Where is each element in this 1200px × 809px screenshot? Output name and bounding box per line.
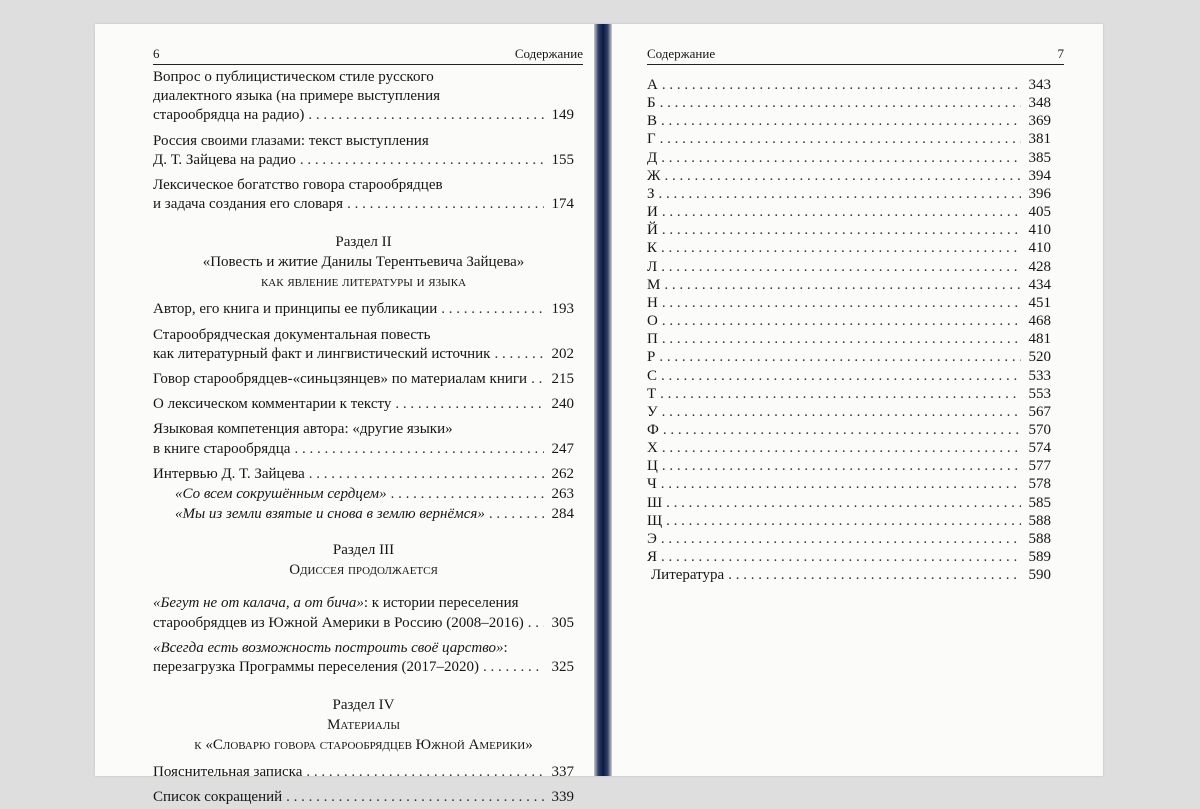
running-head-title: Содержание (647, 46, 716, 61)
entry-page: 468 (1028, 313, 1051, 330)
entry-page: 394 (1028, 167, 1051, 184)
letter-text: Ж (647, 167, 661, 184)
entry-text: Языковая компетенция автора: «другие языки» (153, 421, 453, 438)
toc-subentry[interactable] (153, 505, 574, 524)
toc-letter-entry[interactable] (647, 367, 1051, 386)
entry-page: 577 (1028, 458, 1051, 475)
entry-page: 578 (1028, 476, 1051, 493)
entry-page: 589 (1028, 549, 1051, 566)
leader-dots (661, 239, 1021, 258)
toc-letter-entry[interactable] (647, 475, 1051, 494)
entry-page: 202 (551, 345, 574, 362)
section-label: Раздел IV (332, 697, 395, 714)
entry-page: 284 (551, 506, 574, 523)
toc-entry[interactable] (153, 370, 574, 389)
letter-text: В (647, 113, 658, 130)
entry-page: 305 (551, 614, 574, 631)
entry-page: 155 (551, 151, 574, 168)
leader-dots (662, 221, 1021, 240)
leader-dots (661, 149, 1021, 168)
leader-dots (300, 151, 544, 170)
leader-dots (294, 440, 544, 459)
toc-letter-entry[interactable] (647, 548, 1051, 567)
toc-entry[interactable] (153, 132, 574, 170)
letter-text: Л (647, 258, 658, 275)
letter-text: Г (647, 131, 656, 148)
toc-entry[interactable] (153, 639, 574, 677)
letter-text: Ф (647, 421, 659, 438)
leader-dots (662, 457, 1021, 476)
toc-letter-entry[interactable] (647, 239, 1051, 258)
entry-text: Вопрос о публицистическом стиле русского (153, 69, 434, 85)
entry-text: в книге старообрядца (153, 440, 291, 457)
section-heading (153, 232, 574, 292)
page-number: 7 (1057, 46, 1064, 61)
letter-text: С (647, 367, 658, 384)
letter-text: Й (647, 222, 658, 239)
toc-letter-entry[interactable] (647, 94, 1051, 113)
right-running-head (647, 46, 1064, 65)
page-number: 6 (153, 46, 160, 61)
letter-text: Х (647, 440, 658, 457)
entry-page: 381 (1028, 131, 1051, 148)
left-page (95, 24, 594, 806)
entry-text: Лексическое богатство говора старообрядцев (153, 177, 443, 194)
section-title: Материалы (327, 717, 400, 734)
letter-text: П (647, 331, 658, 348)
letter-text: Щ (647, 512, 663, 529)
toc-entry[interactable] (153, 326, 574, 364)
leader-dots (308, 106, 544, 125)
entry-page: 567 (1028, 403, 1051, 420)
toc-letter-entry[interactable] (647, 494, 1051, 513)
toc-letter-entry[interactable] (647, 149, 1051, 168)
entry-page: 215 (551, 371, 574, 388)
leader-dots (661, 475, 1021, 494)
entry-page: 337 (551, 764, 574, 781)
entry-page: 193 (551, 301, 574, 318)
letter-text: К (647, 240, 658, 257)
leader-dots (391, 485, 544, 504)
leader-dots (662, 312, 1021, 331)
entry-text: старообрядцев из Южной Америки в Россию (2008–2016) (153, 614, 524, 631)
toc-letter-entry[interactable] (647, 385, 1051, 404)
toc-entry[interactable] (153, 176, 574, 214)
entry-text: «Мы из земли взятые и снова в землю вернёмся» (175, 506, 485, 523)
leader-dots (661, 548, 1021, 567)
toc-entry[interactable] (153, 300, 574, 319)
entry-page: 385 (1028, 149, 1051, 166)
leader-dots (662, 76, 1021, 95)
toc-entry[interactable] (153, 465, 574, 484)
left-running-head (153, 46, 583, 65)
entry-text: Интервью Д. Т. Зайцева (153, 465, 305, 482)
toc-letter-entry[interactable] (647, 185, 1051, 204)
entry-text: : (503, 639, 508, 656)
entry-page: 520 (1028, 349, 1051, 366)
entry-text: Пояснительная записка (153, 764, 303, 781)
entry-page: 533 (1028, 367, 1051, 384)
leader-dots (666, 494, 1021, 513)
entry-page: 396 (1028, 185, 1051, 202)
toc-letter-entry[interactable] (647, 439, 1051, 458)
entry-text: «Со всем сокрушённым сердцем» (175, 486, 387, 503)
leader-dots (659, 185, 1021, 204)
toc-right (647, 76, 1051, 584)
toc-literature-entry[interactable] (647, 566, 1051, 585)
leader-dots (659, 348, 1021, 367)
toc-entry[interactable] (153, 68, 574, 126)
toc-left (153, 68, 574, 809)
leader-dots (666, 512, 1021, 531)
section-subtitle: к «Словарю говора старообрядцев Южной Америки» (194, 737, 533, 754)
toc-entry[interactable] (153, 420, 574, 458)
running-head-title: Содержание (514, 46, 583, 61)
leader-dots (661, 367, 1021, 386)
toc-letter-entry[interactable] (647, 276, 1051, 295)
leader-dots (660, 130, 1021, 149)
entry-page: 339 (551, 789, 574, 806)
leader-dots (662, 403, 1021, 422)
entry-text: Говор старообрядцев-«синьцзянцев» по материалам книги (153, 371, 528, 388)
section-heading (153, 540, 574, 580)
toc-letter-entry[interactable] (647, 330, 1051, 349)
leader-dots (306, 763, 544, 782)
letter-text: Э (647, 530, 657, 547)
toc-letter-entry[interactable] (647, 512, 1051, 531)
right-page (612, 24, 1103, 776)
entry-page: 405 (1028, 204, 1051, 221)
leader-dots (528, 614, 544, 633)
toc-subentry[interactable] (153, 485, 574, 504)
entry-page: 369 (1028, 113, 1051, 130)
leader-dots (441, 300, 544, 319)
entry-page: 481 (1028, 331, 1051, 348)
section-title: Одиссея продолжается (289, 562, 438, 579)
toc-letter-entry[interactable] (647, 294, 1051, 313)
leader-dots (662, 294, 1021, 313)
leader-dots (662, 439, 1021, 458)
letter-text: Т (647, 385, 657, 402)
letter-text: И (647, 204, 658, 221)
entry-page: 240 (551, 396, 574, 413)
entry-page: 262 (551, 465, 574, 482)
toc-letter-entry[interactable] (647, 457, 1051, 476)
entry-italic-text: «Всегда есть возможность построить своё царство» (153, 639, 504, 656)
leader-dots (661, 258, 1021, 277)
entry-page: 585 (1028, 494, 1051, 511)
entry-page: 343 (1028, 77, 1051, 93)
toc-entry[interactable] (153, 763, 574, 782)
leader-dots (661, 530, 1021, 549)
leader-dots (395, 395, 544, 414)
letter-text: Р (647, 349, 656, 366)
leader-dots (286, 788, 544, 807)
entry-page: 590 (1028, 567, 1051, 584)
leader-dots (309, 465, 544, 484)
entry-text: Д. Т. Зайцева на радио (153, 151, 296, 168)
leader-dots (662, 203, 1021, 222)
entry-page: 553 (1028, 385, 1051, 402)
toc-letter-entry[interactable] (647, 312, 1051, 331)
entry-text: перезагрузка Программы переселения (2017–2020) (153, 659, 479, 676)
leader-dots (489, 505, 544, 524)
letter-text: Ш (647, 494, 663, 511)
toc-letter-entry[interactable] (647, 421, 1051, 440)
entry-text: старообрядца на радио) (153, 107, 305, 124)
entry-page: 574 (1028, 440, 1051, 457)
leader-dots (664, 167, 1021, 186)
book-gutter (594, 24, 612, 776)
entry-page: 588 (1028, 530, 1051, 547)
toc-letter-entry[interactable] (647, 530, 1051, 549)
section-title: «Повесть и житие Данилы Терентьевича Зайцева» (202, 254, 525, 271)
toc-letter-entry[interactable] (647, 348, 1051, 367)
entry-page: 570 (1028, 421, 1051, 438)
leader-dots (347, 195, 544, 214)
letter-text: Н (647, 294, 658, 311)
toc-letter-entry[interactable] (647, 221, 1051, 240)
entry-page: 410 (1028, 240, 1051, 257)
entry-page: 174 (551, 196, 574, 213)
section-label: Раздел II (335, 234, 392, 251)
section-heading (153, 695, 574, 755)
toc-entry[interactable] (153, 594, 574, 632)
letter-text: Ц (647, 458, 658, 475)
entry-text: и задача создания его словаря (153, 196, 344, 213)
entry-page: 410 (1028, 222, 1051, 239)
entry-page: 247 (551, 440, 574, 457)
letter-text: З (647, 185, 655, 202)
leader-dots (660, 385, 1021, 404)
toc-letter-entry[interactable] (647, 76, 1051, 95)
entry-page: 451 (1028, 294, 1051, 311)
entry-text: Автор, его книга и принципы ее публикации (153, 301, 438, 318)
entry-text: О лексическом комментарии к тексту (153, 396, 392, 413)
entry-page: 348 (1028, 95, 1051, 112)
letter-text: Д (647, 149, 658, 166)
letter-text: А (647, 77, 658, 93)
toc-letter-entry[interactable] (647, 112, 1051, 131)
entry-page: 325 (551, 659, 574, 676)
leader-dots (531, 370, 544, 389)
leader-dots (662, 330, 1021, 349)
leader-dots (663, 421, 1021, 440)
entry-page: 428 (1028, 258, 1051, 275)
toc-letter-entry[interactable] (647, 130, 1051, 149)
leader-dots (728, 566, 1021, 585)
toc-letter-entry[interactable] (647, 167, 1051, 186)
section-subtitle: как явление литературы и языка (260, 274, 467, 291)
leader-dots (494, 345, 544, 364)
letter-text: М (647, 276, 661, 293)
entry-text: Россия своими глазами: текст выступления (153, 132, 429, 149)
entry-page: 263 (551, 486, 574, 503)
leader-dots (664, 276, 1021, 295)
letter-text: Ч (647, 476, 657, 493)
entry-text: Список сокращений (153, 789, 283, 806)
entry-text: Литература (651, 567, 725, 584)
leader-dots (660, 94, 1021, 113)
entry-page: 149 (551, 107, 574, 124)
entry-italic-text: «Бегут не от калача, а от бича» (153, 595, 364, 612)
letter-text: Б (647, 95, 656, 112)
entry-text: : к истории переселения (363, 595, 519, 612)
letter-text: Я (647, 549, 658, 566)
section-label: Раздел III (332, 542, 395, 559)
toc-letter-entry[interactable] (647, 258, 1051, 277)
toc-letter-entry[interactable] (647, 403, 1051, 422)
toc-entry[interactable] (153, 788, 574, 807)
letter-text: О (647, 313, 658, 330)
entry-text: Старообрядческая документальная повесть (153, 326, 431, 343)
entry-text: диалектного языка (на примере выступления (153, 88, 441, 105)
toc-entry[interactable] (153, 395, 574, 414)
entry-page: 588 (1028, 512, 1051, 529)
leader-dots (661, 112, 1021, 131)
letter-text: У (647, 403, 658, 420)
entry-text: как литературный факт и лингвистический источник (153, 345, 491, 362)
toc-letter-entry[interactable] (647, 203, 1051, 222)
entry-page: 434 (1028, 276, 1051, 293)
leader-dots (483, 658, 544, 677)
